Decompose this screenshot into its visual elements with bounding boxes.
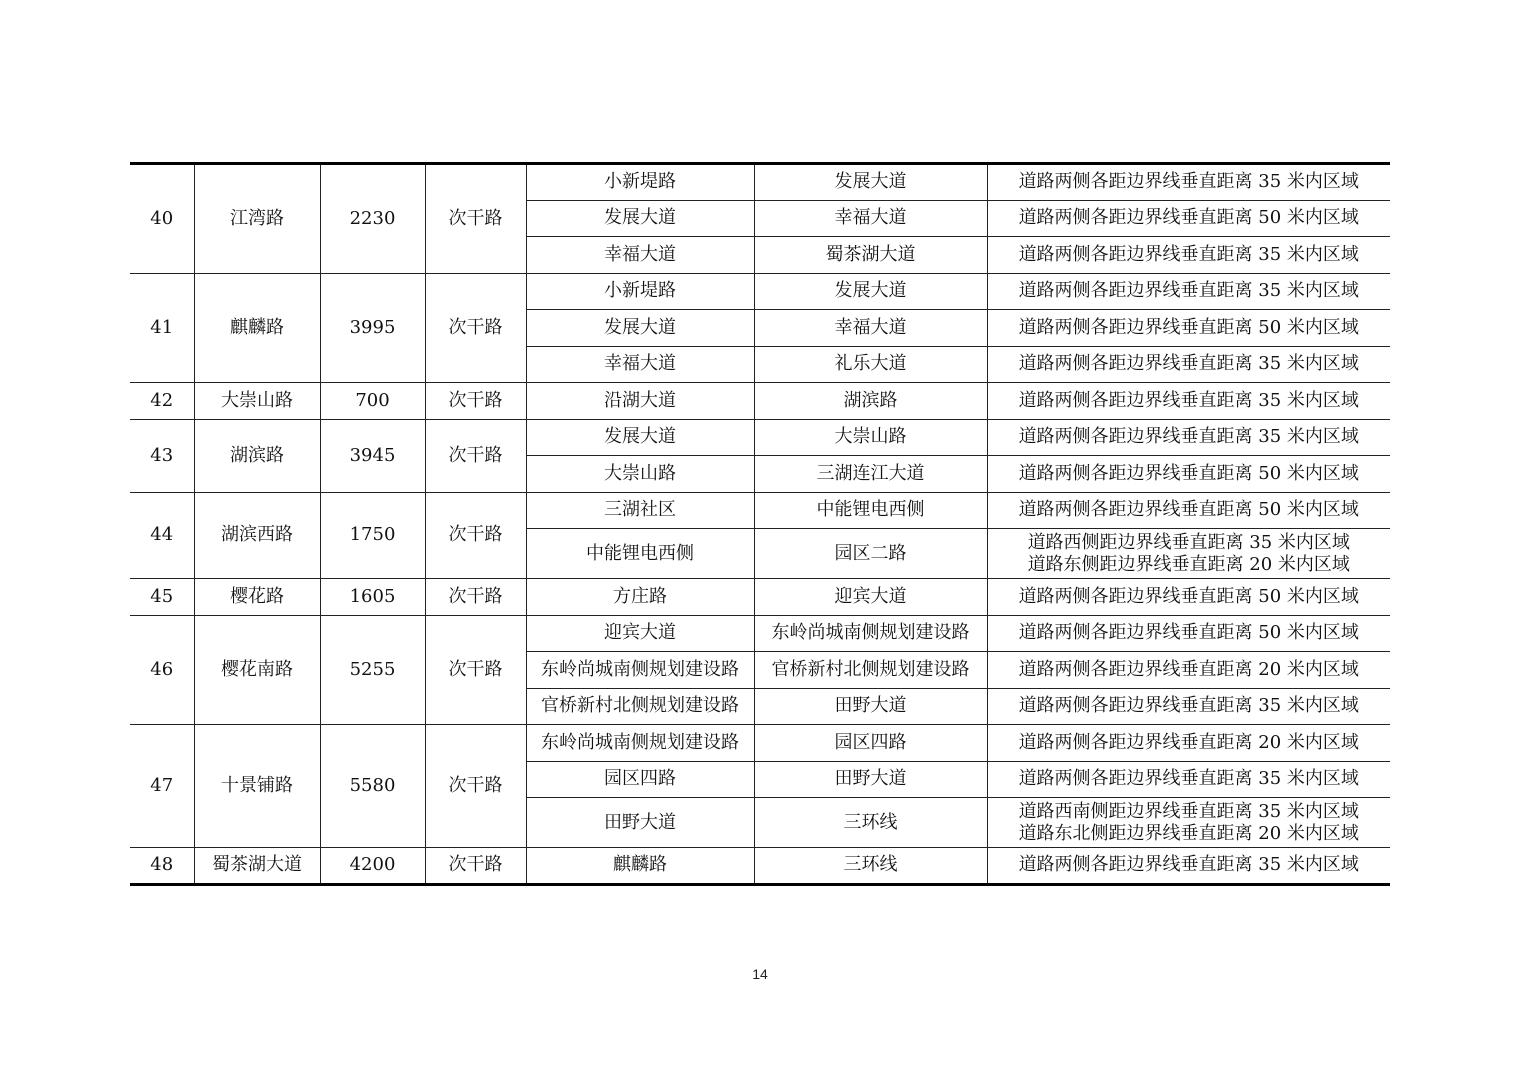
control-scope-cell	[987, 383, 1390, 420]
table-row	[130, 579, 1390, 616]
segment-from-cell: 官桥新村北侧规划建设路	[526, 688, 754, 725]
segment-from-cell: 大崇山路	[526, 456, 754, 493]
table-row	[130, 615, 1390, 652]
row-number-cell: 42	[130, 383, 194, 420]
segment-to-cell: 发展大道	[754, 273, 987, 310]
segment-to-cell: 中能锂电西侧	[754, 492, 987, 529]
control-scope-line: 道路两侧各距边界线垂直距离 35 米内区域	[1018, 353, 1359, 375]
row-number-cell: 45	[130, 579, 194, 616]
segment-to-cell: 东岭尚城南侧规划建设路	[754, 615, 987, 652]
segment-from-cell: 幸福大道	[526, 237, 754, 274]
road-name-cell: 麒麟路	[194, 273, 320, 383]
control-scope-line: 道路东北侧距边界线垂直距离 20 米内区域	[1018, 822, 1359, 844]
segment-from-cell: 麒麟路	[526, 848, 754, 885]
control-scope-line: 道路两侧各距边界线垂直距离 20 米内区域	[1018, 731, 1359, 753]
segment-from-cell: 小新堤路	[526, 273, 754, 310]
control-scope-cell	[987, 456, 1390, 493]
control-scope-cell	[987, 346, 1390, 383]
segment-from-cell: 发展大道	[526, 310, 754, 347]
road-grade-cell: 次干路	[425, 579, 526, 616]
segment-to-cell: 大崇山路	[754, 419, 987, 456]
segment-from-cell: 幸福大道	[526, 346, 754, 383]
segment-from-cell: 发展大道	[526, 419, 754, 456]
road-grade-cell: 次干路	[425, 419, 526, 492]
road-length-cell: 1605	[320, 579, 425, 616]
segment-to-cell: 三湖连江大道	[754, 456, 987, 493]
control-scope-cell	[987, 200, 1390, 237]
segment-to-cell: 三环线	[754, 798, 987, 848]
row-number-cell: 44	[130, 492, 194, 579]
control-scope-cell	[987, 761, 1390, 798]
road-grade-cell: 次干路	[425, 164, 526, 274]
segment-from-cell: 中能锂电西侧	[526, 529, 754, 579]
table-row	[130, 492, 1390, 529]
control-scope-cell	[987, 615, 1390, 652]
segment-from-cell: 东岭尚城南侧规划建设路	[526, 652, 754, 689]
control-scope-line: 道路两侧各距边界线垂直距离 35 米内区域	[1018, 280, 1359, 302]
control-scope-line: 道路两侧各距边界线垂直距离 50 米内区域	[1018, 462, 1359, 484]
table-row	[130, 725, 1390, 762]
road-name-cell: 樱花南路	[194, 615, 320, 725]
control-scope-line: 道路西侧距边界线垂直距离 35 米内区域	[1027, 531, 1350, 553]
road-table	[130, 162, 1390, 886]
table-row	[130, 383, 1390, 420]
segment-from-cell: 三湖社区	[526, 492, 754, 529]
control-scope-line: 道路西南侧距边界线垂直距离 35 米内区域	[1018, 800, 1359, 822]
road-length-cell: 700	[320, 383, 425, 420]
segment-from-cell: 沿湖大道	[526, 383, 754, 420]
control-scope-cell	[987, 848, 1390, 885]
row-number-cell: 43	[130, 419, 194, 492]
road-name-cell: 湖滨西路	[194, 492, 320, 579]
road-name-cell: 十景铺路	[194, 725, 320, 848]
road-length-cell: 1750	[320, 492, 425, 579]
segment-to-cell: 发展大道	[754, 164, 987, 201]
segment-to-cell: 礼乐大道	[754, 346, 987, 383]
page-number: 14	[752, 966, 768, 982]
table-body	[130, 164, 1390, 885]
control-scope-line: 道路两侧各距边界线垂直距离 50 米内区域	[1018, 585, 1359, 607]
control-scope-cell	[987, 164, 1390, 201]
row-number-cell: 46	[130, 615, 194, 725]
row-number-cell: 47	[130, 725, 194, 848]
control-scope-cell	[987, 310, 1390, 347]
control-scope-line: 道路两侧各距边界线垂直距离 35 米内区域	[1018, 695, 1359, 717]
road-length-cell: 2230	[320, 164, 425, 274]
segment-from-cell: 方庄路	[526, 579, 754, 616]
segment-to-cell: 幸福大道	[754, 200, 987, 237]
road-name-cell: 樱花路	[194, 579, 320, 616]
control-scope-line: 道路两侧各距边界线垂直距离 50 米内区域	[1018, 316, 1359, 338]
road-grade-cell: 次干路	[425, 383, 526, 420]
control-scope-cell	[987, 492, 1390, 529]
segment-to-cell: 园区四路	[754, 725, 987, 762]
segment-to-cell: 幸福大道	[754, 310, 987, 347]
segment-from-cell: 发展大道	[526, 200, 754, 237]
control-scope-cell	[987, 652, 1390, 689]
segment-from-cell: 迎宾大道	[526, 615, 754, 652]
road-grade-cell: 次干路	[425, 273, 526, 383]
road-length-cell: 3945	[320, 419, 425, 492]
segment-to-cell: 园区二路	[754, 529, 987, 579]
segment-to-cell: 迎宾大道	[754, 579, 987, 616]
control-scope-line: 道路两侧各距边界线垂直距离 35 米内区域	[1018, 854, 1359, 876]
table-row	[130, 848, 1390, 885]
control-scope-line: 道路两侧各距边界线垂直距离 35 米内区域	[1018, 768, 1359, 790]
road-name-cell: 江湾路	[194, 164, 320, 274]
road-grade-cell: 次干路	[425, 725, 526, 848]
segment-from-cell: 田野大道	[526, 798, 754, 848]
segment-to-cell: 官桥新村北侧规划建设路	[754, 652, 987, 689]
segment-to-cell: 田野大道	[754, 761, 987, 798]
control-scope-line: 道路两侧各距边界线垂直距离 50 米内区域	[1018, 622, 1359, 644]
control-scope-line: 道路两侧各距边界线垂直距离 35 米内区域	[1018, 389, 1359, 411]
control-scope-line: 道路两侧各距边界线垂直距离 35 米内区域	[1018, 426, 1359, 448]
segment-from-cell: 小新堤路	[526, 164, 754, 201]
control-scope-cell	[987, 529, 1390, 579]
segment-to-cell: 湖滨路	[754, 383, 987, 420]
table-row	[130, 419, 1390, 456]
row-number-cell: 41	[130, 273, 194, 383]
control-scope-line: 道路两侧各距边界线垂直距离 50 米内区域	[1018, 207, 1359, 229]
control-scope-line: 道路两侧各距边界线垂直距离 35 米内区域	[1018, 243, 1359, 265]
row-number-cell: 40	[130, 164, 194, 274]
segment-from-cell: 园区四路	[526, 761, 754, 798]
road-grade-cell: 次干路	[425, 492, 526, 579]
segment-to-cell: 蜀茶湖大道	[754, 237, 987, 274]
segment-to-cell: 三环线	[754, 848, 987, 885]
control-scope-cell	[987, 579, 1390, 616]
road-grade-cell: 次干路	[425, 615, 526, 725]
control-scope-line: 道路两侧各距边界线垂直距离 20 米内区域	[1018, 658, 1359, 680]
road-name-cell: 湖滨路	[194, 419, 320, 492]
control-scope-line: 道路东侧距边界线垂直距离 20 米内区域	[1027, 553, 1350, 575]
row-number-cell: 48	[130, 848, 194, 885]
control-scope-cell	[987, 419, 1390, 456]
road-name-cell: 大崇山路	[194, 383, 320, 420]
road-length-cell: 4200	[320, 848, 425, 885]
control-scope-cell	[987, 725, 1390, 762]
table-row	[130, 273, 1390, 310]
road-length-cell: 3995	[320, 273, 425, 383]
segment-from-cell: 东岭尚城南侧规划建设路	[526, 725, 754, 762]
road-length-cell: 5255	[320, 615, 425, 725]
control-scope-cell	[987, 237, 1390, 274]
segment-to-cell: 田野大道	[754, 688, 987, 725]
control-scope-line: 道路两侧各距边界线垂直距离 50 米内区域	[1018, 499, 1359, 521]
road-name-cell: 蜀茶湖大道	[194, 848, 320, 885]
road-grade-cell: 次干路	[425, 848, 526, 885]
control-scope-cell	[987, 798, 1390, 848]
control-scope-cell	[987, 273, 1390, 310]
table-row	[130, 164, 1390, 201]
road-length-cell: 5580	[320, 725, 425, 848]
control-scope-cell	[987, 688, 1390, 725]
control-scope-line: 道路两侧各距边界线垂直距离 35 米内区域	[1018, 171, 1359, 193]
